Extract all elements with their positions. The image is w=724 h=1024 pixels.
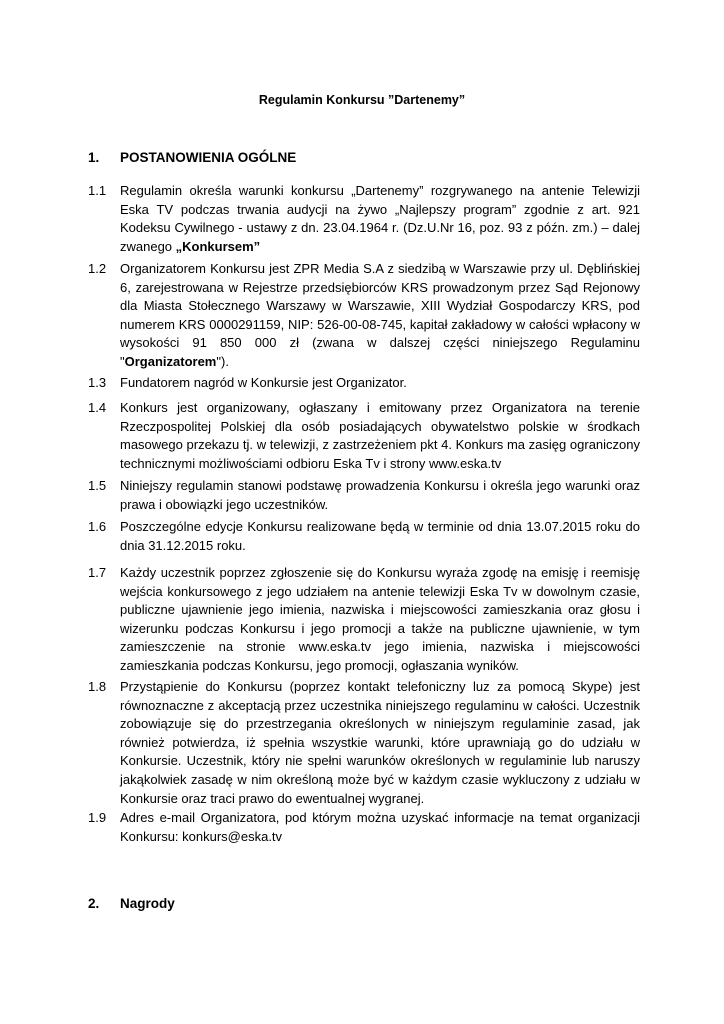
paragraph-number: 1.5 [88, 478, 107, 493]
paragraph-text: Przystąpienie do Konkursu (poprzez kontakt telefoniczny luz za pomocą Skype) jest równoznaczne z akceptacją przez uczestnika niniejszego regulaminu w całości. Uczestnik zobowiązuje się do przestrzegania określonych w niniejszym regulaminie zasad, jak również potwierdza, iż spełnia wszystkie warunki, które uprawniają go do udziału w Konkursie. Uczestnik, który nie spełni warunków określonych w regulaminie lub naruszy jakąkolwiek zasadę w nim określoną może być w każdym czasie wykluczony z udziału w Konkursie oraz traci prawo do ewentualnej wygranej. [120, 679, 640, 806]
paragraph-text: Poszczególne edycje Konkursu realizowane będą w terminie od dnia 13.07.2015 roku do dnia 31.12.2015 roku. [120, 519, 640, 553]
paragraph-text: Każdy uczestnik poprzez zgłoszenie się do Konkursu wyraża zgodę na emisję i reemisję wejścia konkursowego z jego udziałem na antenie telewizji Eska Tv w dowolnym czasie, publiczne ujawnienie jego imienia, nazwiska i miejscowości zamieszkania oraz głosu i wizerunku podczas Konkursu i jego promocji a także na publiczne ujawnienie, w tym zamieszczenie na stronie www.eska.tv jego imienia, nazwiska i miejscowości zamieszkania podczas Konkursu, jego promocji, ogłaszania wyników. [120, 565, 640, 673]
section-heading-1 [88, 150, 296, 165]
paragraph-1-1 [88, 182, 640, 256]
section-number: 1. [88, 150, 100, 165]
paragraph-number: 1.1 [88, 183, 107, 198]
paragraph-text: Adres e-mail Organizatora, pod którym można uzyskać informacje na temat organizacji Konkursu: konkurs@eska.tv [120, 810, 640, 844]
paragraph-1-4 [88, 399, 640, 473]
paragraph-1-5 [88, 477, 640, 514]
paragraph-1-2 [88, 260, 640, 372]
paragraph-1-7 [88, 564, 640, 676]
paragraph-text: Konkurs jest organizowany, ogłaszany i emitowany przez Organizatora na terenie Rzeczpospolitej Polskiej dla osób posiadających obywatelstwo polskie w środkach masowego przekazu tj. w telewizji, z zastrzeżeniem pkt 4. Konkurs ma zasięg ograniczony technicznymi możliwościami odbioru Eska Tv i strony www.eska.tv [120, 400, 640, 471]
section-number: 2. [88, 896, 100, 911]
paragraph-text: Organizatorem Konkursu jest ZPR Media S.A z siedzibą w Warszawie przy ul. Dęblińskiej 6, zarejestrowana w Rejestrze przedsiębiorców KRS prowadzonym przez Sąd Rejonowy dla Miasta Stołecznego Warszawy w Warszawie, XIII Wydział Gospodarczy KRS, pod numerem KRS 0000291159, NIP: 526-00-08-745, kapitał zakładowy w całości wpłacony w wysokości 91 850 000 zł (zwana w dalszej części niniejszego Regulaminu "Organizatorem"). [120, 261, 640, 369]
paragraph-1-3 [88, 374, 640, 393]
paragraph-number: 1.6 [88, 519, 107, 534]
paragraph-number: 1.3 [88, 375, 107, 390]
paragraph-number: 1.4 [88, 400, 107, 415]
paragraph-text: Regulamin określa warunki konkursu „Dartenemy” rozgrywanego na antenie Telewizji Eska TV podczas trwania audycji na żywo „Najlepszy program” zgodnie z art. 921 Kodeksu Cywilnego - ustawy z dn. 23.04.1964 r. (Dz.U.Nr 16, poz. 93 z późn. zm.) – dalej zwanego „Konkursem” [120, 183, 640, 254]
paragraph-number: 1.2 [88, 261, 107, 276]
paragraph-number: 1.9 [88, 810, 107, 825]
paragraph-text: Niniejszy regulamin stanowi podstawę prowadzenia Konkursu i określa jego warunki oraz prawa i obowiązki jego uczestników. [120, 478, 640, 512]
document-title: Regulamin Konkursu ”Dartenemy” [258, 93, 466, 107]
section-label: Nagrody [120, 896, 175, 911]
section-heading-2 [88, 896, 175, 911]
paragraph-text: Fundatorem nagród w Konkursie jest Organizator. [120, 375, 407, 390]
paragraph-1-6 [88, 518, 640, 555]
paragraph-number: 1.8 [88, 679, 107, 694]
section-label: POSTANOWIENIA OGÓLNE [120, 150, 297, 165]
paragraph-1-9 [88, 809, 640, 846]
paragraph-1-8 [88, 678, 640, 808]
paragraph-number: 1.7 [88, 565, 107, 580]
